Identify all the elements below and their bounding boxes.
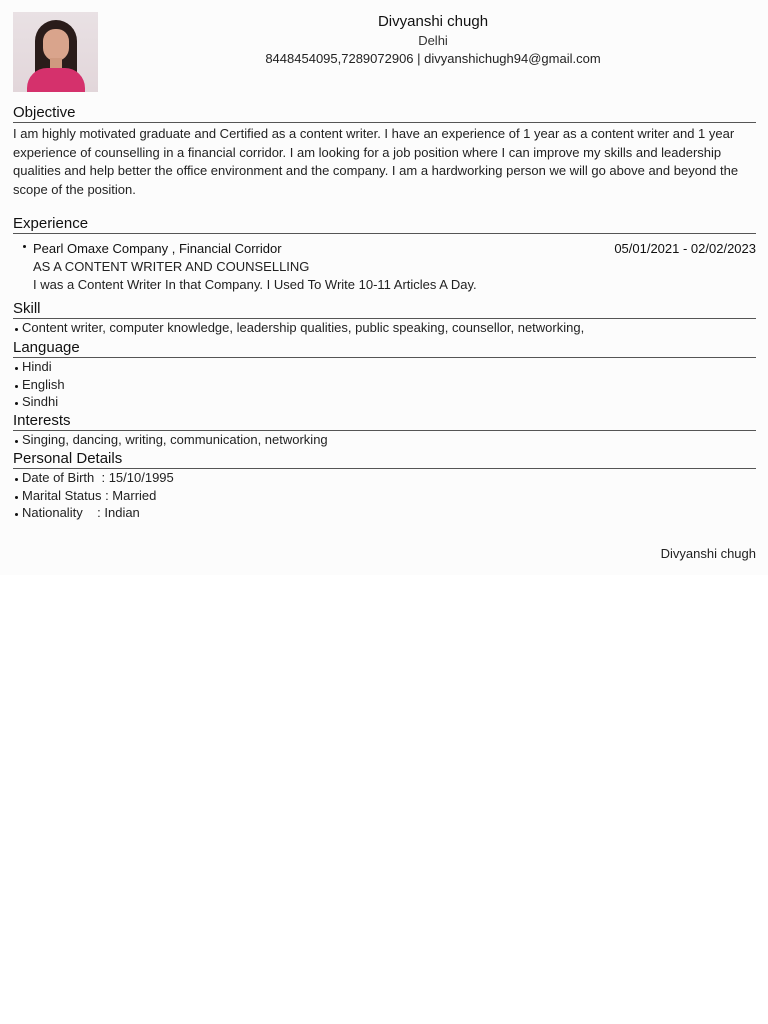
- interests-list: [13, 431, 756, 449]
- experience-dates: 05/01/2021 - 02/02/2023: [614, 241, 756, 256]
- section-title-language: Language: [13, 339, 756, 358]
- section-title-interests: Interests: [13, 412, 756, 431]
- experience-entry: [13, 240, 756, 258]
- profile-photo: [13, 12, 98, 92]
- interests-section: [13, 412, 756, 449]
- section-title-objective: Objective: [13, 104, 756, 123]
- list-item: Nationality : Indian: [13, 504, 756, 522]
- list-item: Singing, dancing, writing, communication, networking: [13, 431, 756, 449]
- list-item: Sindhi: [13, 393, 756, 411]
- contact-info: 8448454095,7289072906 | divyanshichugh94@gmail.com: [265, 51, 601, 66]
- section-title-experience: Experience: [13, 215, 756, 234]
- list-item: Hindi: [13, 358, 756, 376]
- signature-name: Divyanshi chugh: [660, 546, 756, 561]
- candidate-name: Divyanshi chugh: [377, 13, 489, 30]
- candidate-city: Delhi: [418, 33, 448, 48]
- list-item: English: [13, 376, 756, 394]
- list-item: Date of Birth : 15/10/1995: [13, 469, 756, 487]
- list-item: Marital Status : Married: [13, 487, 756, 505]
- language-section: [13, 339, 756, 411]
- section-title-skill: Skill: [13, 300, 756, 319]
- experience-role: AS A CONTENT WRITER AND COUNSELLING: [33, 259, 310, 274]
- personal-details-list: [13, 469, 756, 522]
- objective-text: I am highly motivated graduate and Certified as a content writer. I have an experience of 1 year as a content writer and 1 year experience of counselling in a financial corridor. I am looking for a job position where I can improve my skills and leadership qualities and help better the office environment and the company. I am a hardworking person we will go above and beyond the scope of the position.: [13, 126, 739, 197]
- experience-description: I was a Content Writer In that Company. I Used To Write 10-11 Articles A Day.: [33, 277, 477, 292]
- list-item: Content writer, computer knowledge, leadership qualities, public speaking, counsellor, networking,: [13, 319, 756, 337]
- language-list: [13, 358, 756, 411]
- skill-section: [13, 300, 756, 337]
- personal-details-section: [13, 450, 756, 522]
- section-title-personal-details: Personal Details: [13, 450, 756, 469]
- resume-header: [98, 12, 768, 68]
- experience-company: Pearl Omaxe Company , Financial Corridor: [13, 240, 756, 258]
- experience-section: [13, 215, 756, 294]
- objective-section: [13, 104, 756, 199]
- skill-list: [13, 319, 756, 337]
